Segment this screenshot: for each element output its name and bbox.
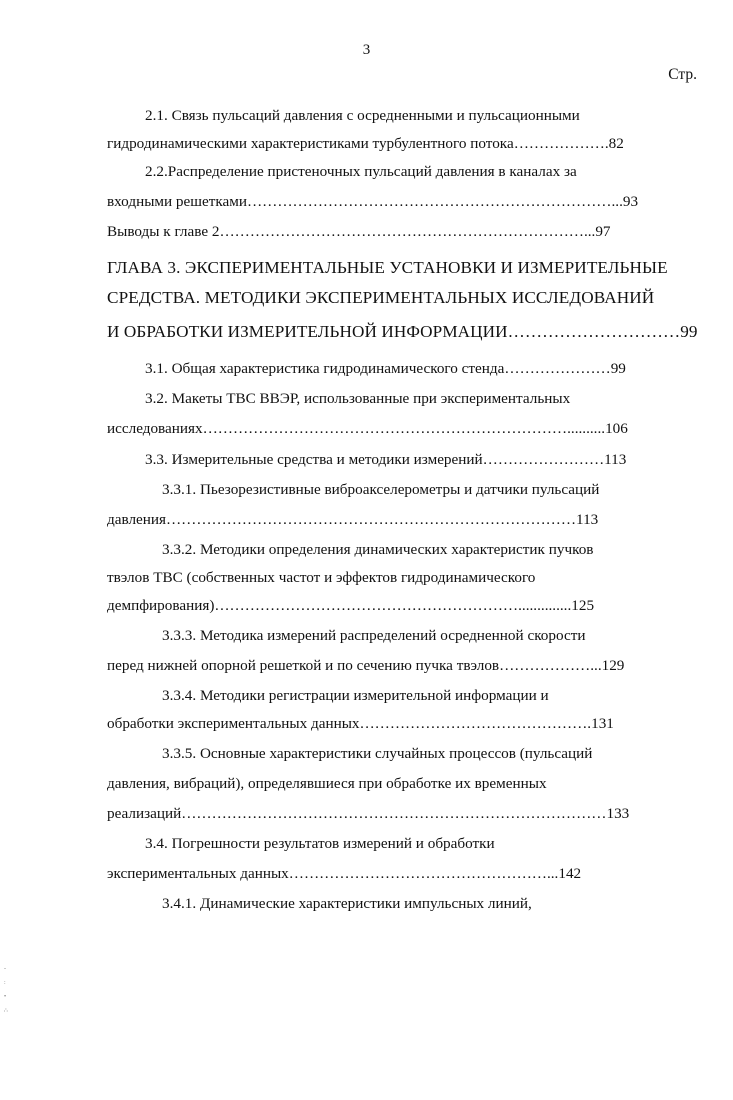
- toc-line: 3.3.1. Пьезорезистивные виброакселерометры и датчики пульсаций: [162, 481, 600, 498]
- toc-line: обработки экспериментальных данных……………………………………….131: [107, 715, 614, 732]
- toc-line: 3.4.1. Динамические характеристики импульсных линий,: [162, 895, 532, 912]
- page-column-label: Стр.: [668, 66, 697, 83]
- chapter-heading: И ОБРАБОТКИ ИЗМЕРИТЕЛЬНОЙ ИНФОРМАЦИИ…………………………99: [107, 322, 698, 341]
- toc-line: 3.3.3. Методика измерений распределений осредненной скорости: [162, 627, 586, 644]
- toc-line: твэлов ТВС (собственных частот и эффектов гидродинамического: [107, 569, 536, 586]
- chapter-heading: СРЕДСТВА. МЕТОДИКИ ЭКСПЕРИМЕНТАЛЬНЫХ ИССЛЕДОВАНИЙ: [107, 288, 655, 307]
- toc-line: гидродинамическими характеристиками турбулентного потока……………….82: [107, 135, 624, 152]
- toc-line: 3.2. Макеты ТВС ВВЭР, использованные при экспериментальных: [145, 390, 571, 407]
- toc-line: 3.1. Общая характеристика гидродинамического стенда…………………99: [145, 360, 626, 377]
- scan-mark: •: [4, 994, 7, 1000]
- toc-line: давления, вибраций), определявшиеся при обработке их временных: [107, 775, 547, 792]
- toc-line: 3.3.2. Методики определения динамических характеристик пучков: [162, 541, 594, 558]
- margin-scan-marks: [4, 962, 8, 1018]
- toc-line: входными решетками………………………………………………………………...93: [107, 193, 639, 210]
- toc-line: 3.3. Измерительные средства и методики измерений……………………113: [145, 451, 627, 468]
- toc-line: 2.1. Связь пульсаций давления с осредненными и пульсационными: [145, 107, 580, 124]
- toc-line: исследованиях………………………………………………………………..........106: [107, 420, 628, 437]
- toc-line: давления………………………………………………………………………113: [107, 511, 599, 528]
- scan-mark: -: [4, 966, 6, 972]
- toc-line: 3.3.5. Основные характеристики случайных процессов (пульсаций: [162, 745, 593, 762]
- toc-line: Выводы к главе 2………………………………………………………………...97: [107, 223, 611, 240]
- chapter-heading: ГЛАВА 3. ЭКСПЕРИМЕНТАЛЬНЫЕ УСТАНОВКИ И ИЗМЕРИТЕЛЬНЫЕ: [107, 258, 668, 277]
- toc-line: экспериментальных данных……………………………………………...142: [107, 865, 582, 882]
- toc-line: реализаций…………………………………………………………………………133: [107, 805, 630, 822]
- page-number: 3: [362, 42, 371, 58]
- toc-line: 2.2.Распределение пристеночных пульсаций давления в каналах за: [145, 163, 577, 180]
- scan-mark: :: [4, 980, 6, 986]
- toc-line: 3.3.4. Методики регистрации измерительной информации и: [162, 687, 549, 704]
- toc-line: демпфирования)……………………………………………………..............125: [107, 597, 595, 614]
- scan-mark: ∴: [4, 1008, 8, 1014]
- toc-line: 3.4. Погрешности результатов измерений и обработки: [145, 835, 495, 852]
- toc-line: перед нижней опорной решеткой и по сечению пучка твэлов………………...129: [107, 657, 625, 674]
